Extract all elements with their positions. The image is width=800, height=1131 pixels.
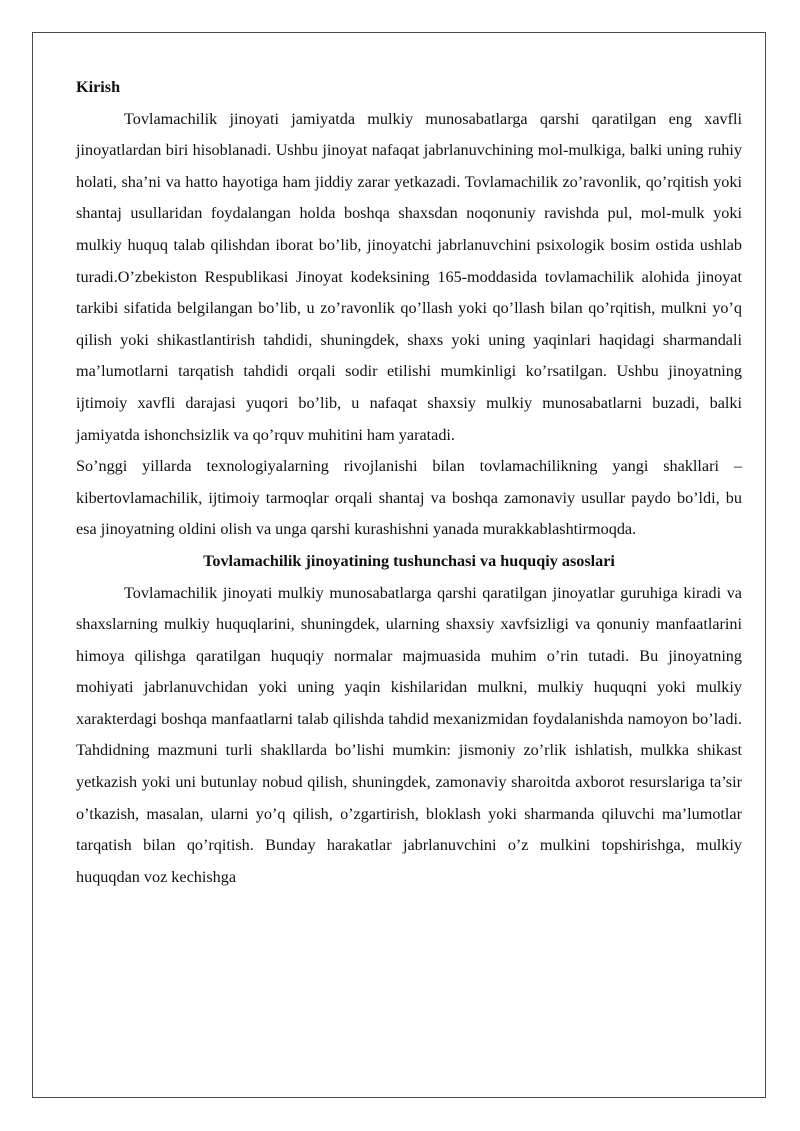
paragraph-concept: Tovlamachilik jinoyati mulkiy munosabatlarga qarshi qaratilgan jinoyatlar guruhiga kiradi va shaxslarning mulkiy huquqlarini, shuningdek, ularning shaxsiy xavfsizligi va qonuniy manfaatlarini himoya qilishga qaratilgan huquqiy normalar majmuasida muhim o’rin tutadi. Bu jinoyatning mohiyati jabrlanuvchidan yoki uning yaqin kishilaridan mulkni, mulkiy huquqni yoki mulkiy xarakterdagi boshqa manfaatlarni talab qilishda tahdid mexanizmidan foydalanishda namoyon bo’ladi. Tahdidning mazmuni turli shakllarda bo’lishi mumkin: jismoniy zo’rlik ishlatish, mulkka shikast yetkazish yoki uni butunlay nobud qilish, shuningdek, zamonaviy sharoitda axborot resurslariga ta’sir o’tkazish, masalan, ularni yo’q qilish, o’zgartirish, bloklash yoki sharmanda qiluvchi ma’lumotlar tarqatish bilan qo’rqitish. Bunday harakatlar jabrlanuvchini o’z mulkini topshirishga, mulkiy huquqdan voz kechishga [76,583,742,886]
document-body [76,72,742,893]
paragraph-modern-forms: So’nggi yillarda texnologiyalarning rivojlanishi bilan tovlamachilikning yangi shakllari – kibertovlamachilik, ijtimoiy tarmoqlar orqali shantaj va boshqa zamonaviy usullar paydo bo’ldi, bu esa jinoyatning oldini olish va unga qarshi kurashishni yanada murakkablashtirmoqda. [76,457,742,539]
section-heading-concept: Tovlamachilik jinoyatining tushunchasi va huquqiy asoslari [203,551,615,570]
section-heading-introduction: Kirish [76,78,121,96]
paragraph-introduction: Tovlamachilik jinoyati jamiyatda mulkiy munosabatlarga qarshi qaratilgan eng xavfli jinoyatlardan biri hisoblanadi. Ushbu jinoyat nafaqat jabrlanuvchining mol-mulkiga, balki uning ruhiy holati, sha’ni va hatto hayotiga ham jiddiy zarar yetkazadi. Tovlamachilik zo’ravonlik, qo’rqitish yoki shantaj usullaridan foydalangan holda boshqa shaxsdan noqonuniy ravishda pul, mol-mulk yoki mulkiy huquq talab qilishdan iborat bo’lib, jinoyatchi jabrlanuvchini psixologik bosim ostida ushlab turadi.O’zbekiston Respublikasi Jinoyat kodeksining 165-moddasida tovlamachilik alohida jinoyat tarkibi sifatida belgilangan bo’lib, u zo’ravonlik qo’llash yoki qo’llash bilan qo’rqitish, mulkni yo’q qilish yoki shikastlantirish tahdidi, shuningdek, shaxs yoki uning yaqinlari haqidagi sharmandali ma’lumotlarni tarqatish tahdidi orqali sodir etilishi mumkinligi ko’rsatilgan. Ushbu jinoyatning ijtimoiy xavfli darajasi yuqori bo’lib, u nafaqat shaxsiy mulkiy munosabatlarni buzadi, balki jamiyatda ishonchsizlik va qo’rquv muhitini ham yaratadi. [76,109,742,444]
